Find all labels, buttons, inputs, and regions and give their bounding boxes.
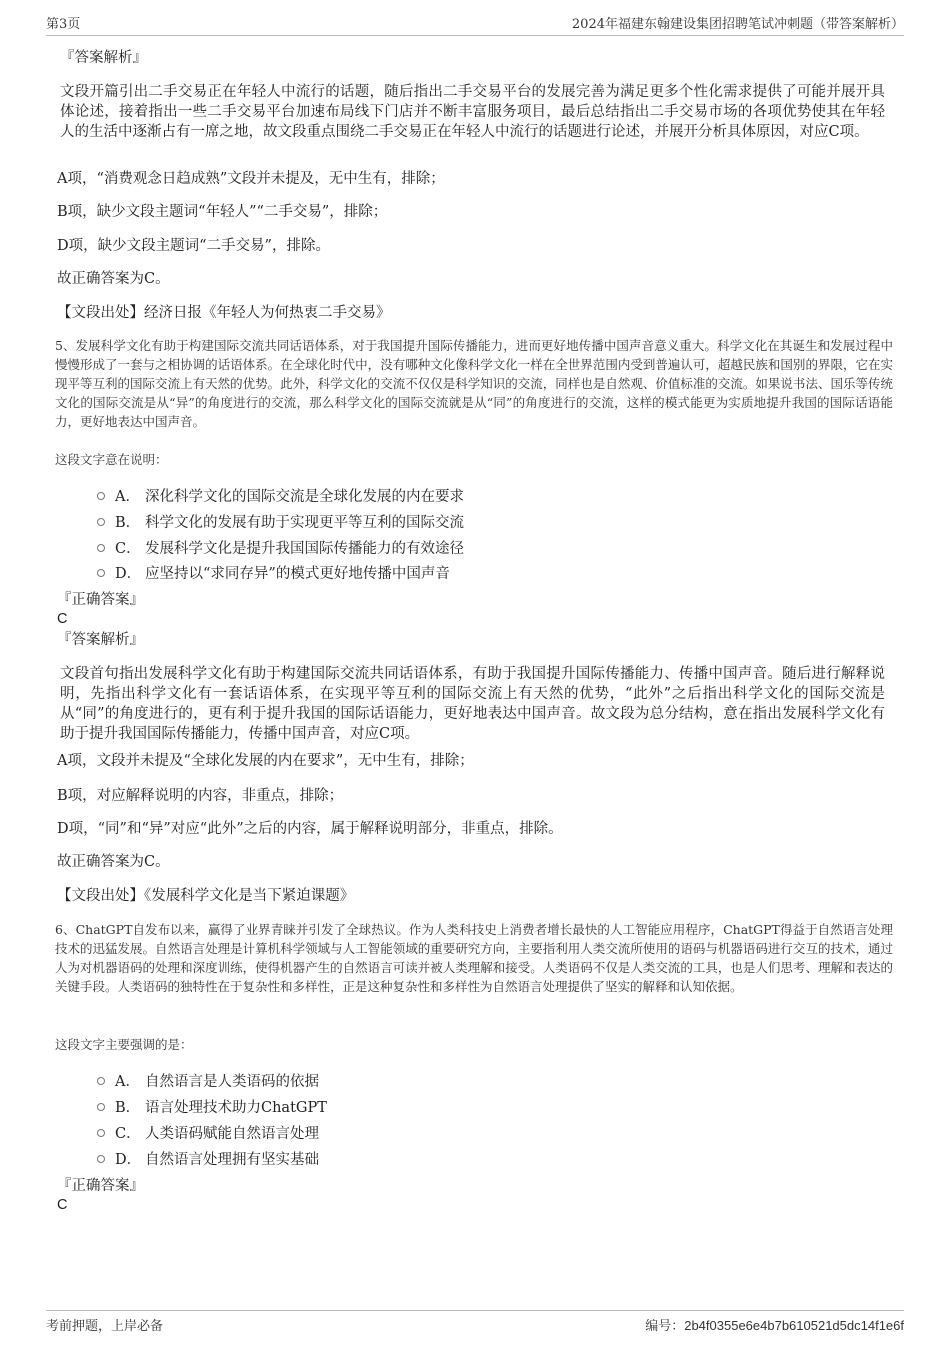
q6-answer-label: 『正确答案』 (57, 1178, 144, 1194)
q4-option-b-note: B项，缺少文段主题词“年轻人”“二手交易”，排除； (57, 204, 388, 220)
q5-option-d-note: D项，“同”和“异”对应“此外”之后的内容，属于解释说明部分，非重点，排除。 (57, 821, 563, 837)
radio-icon[interactable] (97, 1077, 105, 1085)
q4-source: 【文段出处】经济日报《年轻人为何热衷二手交易》 (57, 305, 391, 321)
q6-option-d[interactable] (97, 1148, 319, 1169)
q6-answer: C (57, 1197, 68, 1213)
option-letter: C． (115, 1126, 141, 1142)
option-letter: B． (115, 515, 141, 531)
radio-icon[interactable] (97, 1103, 105, 1111)
option-letter: D． (115, 566, 142, 582)
page-header (46, 12, 904, 36)
option-letter: D． (115, 1152, 142, 1168)
radio-icon[interactable] (97, 569, 105, 577)
radio-icon[interactable] (97, 518, 105, 526)
page-footer (46, 1310, 904, 1335)
page-number: 第3页 (46, 17, 81, 32)
q6-option-a[interactable] (97, 1070, 319, 1091)
q5-analysis-label: 『答案解析』 (57, 632, 144, 648)
q5-option-a[interactable] (97, 485, 464, 506)
q5-answer-label: 『正确答案』 (57, 592, 144, 608)
q4-conclusion: 故正确答案为C。 (57, 271, 170, 287)
q4-option-d-note: D项，缺少文段主题词“二手交易”，排除。 (57, 238, 330, 254)
q5-conclusion: 故正确答案为C。 (57, 854, 170, 870)
q5-passage: 5、发展科学文化有助于构建国际交流共同话语体系，对于我国提升国际传播能力，进而更好地传播中国声音意义重大。科学文化在其诞生和发展过程中慢慢形成了一套与之相协调的话语体系。在全球化时代中，没有哪种文化像科学文化一样在全世界范围内受到普遍认可，超越民族和国别的界限，它在实现平等互利的国际交流上有天然的优势。此外，科学文化的交流不仅仅是科学知识的交流，同样也是自然观、价值标准的交流。如果说书法、国乐等传统文化的国际交流是从“异”的角度进行的交流，那么科学文化的国际交流就是从“同”的角度进行的交流，这样的模式能更为实质地提升我国的国际话语能力，更好地表达中国声音。 (55, 338, 893, 429)
q4-analysis-label: 『答案解析』 (60, 50, 147, 66)
q5-option-b[interactable] (97, 511, 464, 532)
radio-icon[interactable] (97, 1129, 105, 1137)
q5-source: 【文段出处】《发展科学文化是当下紧迫课题》 (57, 888, 355, 904)
option-text: 应坚持以“求同存异”的模式更好地传播中国声音 (145, 566, 450, 582)
option-text: 深化科学文化的国际交流是全球化发展的内在要求 (145, 489, 464, 505)
option-letter: B． (115, 1100, 141, 1116)
q4-analysis: 文段开篇引出二手交易正在年轻人中流行的话题，随后指出二手交易平台的发展完善为满足更多个性化需求提供了可能并展开具体论述，接着指出一些二手交易平台加速布局线下门店并不断丰富服务项目，最后总结指出二手交易市场的各项优势使其在年轻人的生活中逐渐占有一席之地，故文段重点围绕二手交易正在年轻人中流行的话题进行论述，并展开分析具体原因，对应C项。 (60, 84, 885, 140)
option-text: 语言处理技术助力ChatGPT (145, 1100, 327, 1116)
document-code: 编号：2b4f0355e6e4b7b610521d5dc14f1e6f (645, 1318, 904, 1333)
radio-icon[interactable] (97, 492, 105, 500)
radio-icon[interactable] (97, 544, 105, 552)
footer-slogan: 考前押题，上岸必备 (46, 1319, 164, 1334)
radio-icon[interactable] (97, 1155, 105, 1163)
q6-passage: 6、ChatGPT自发布以来，赢得了业界青睐并引发了全球热议。作为人类科技史上消费者增长最快的人工智能应用程序，ChatGPT得益于自然语言处理技术的迅猛发展。自然语言处理是计算机科学领域与人工智能领域的重要研究方向，主要指利用人类交流所使用的语码与机器语码进行交互的技术，通过人为对机器语码的处理和深度训练，使得机器产生的自然语言可读并被人类理解和接受。人类语码不仅是人类交流的工具，也是人们思考、理解和表达的关键手段。人类语码的独特性在于复杂性和多样性，正是这种复杂性和多样性为自然语言处理提供了坚实的解释和认知依据。 (55, 922, 893, 994)
option-text: 科学文化的发展有助于实现更平等互利的国际交流 (145, 515, 464, 531)
q5-prompt: 这段文字意在说明： (55, 452, 168, 467)
option-letter: A． (115, 489, 140, 505)
q5-option-b-note: B项，对应解释说明的内容，非重点，排除； (57, 788, 344, 804)
document-title: 2024年福建东翰建设集团招聘笔试冲刺题（带答案解析） (571, 17, 904, 32)
option-text: 自然语言处理拥有坚实基础 (145, 1152, 319, 1168)
q5-option-d[interactable] (97, 562, 450, 583)
q6-option-b[interactable] (97, 1096, 327, 1117)
q6-prompt: 这段文字主要强调的是： (55, 1037, 193, 1052)
q4-option-a-note: A项，“消费观念日趋成熟”文段并未提及，无中生有，排除； (57, 171, 445, 187)
option-letter: A． (115, 1074, 140, 1090)
q5-answer: C (57, 611, 68, 627)
q6-option-c[interactable] (97, 1122, 319, 1143)
q5-analysis: 文段首句指出发展科学文化有助于构建国际交流共同话语体系，有助于我国提升国际传播能力、传播中国声音。随后进行解释说明，先指出科学文化有一套话语体系，在实现平等互利的国际交流上有天然的优势，“此外”之后指出科学文化的国际交流是从“同”的角度进行的，更有利于提升我国的国际话语能力，更好地表达中国声音。故文段为总分结构，意在指出发展科学文化有助于提升我国国际传播能力，传播中国声音，对应C项。 (60, 666, 885, 742)
option-text: 自然语言是人类语码的依据 (145, 1074, 319, 1090)
option-text: 人类语码赋能自然语言处理 (145, 1126, 319, 1142)
option-letter: C． (115, 541, 141, 557)
q5-option-c[interactable] (97, 537, 464, 558)
q5-option-a-note: A项，文段并未提及“全球化发展的内在要求”，无中生有，排除； (57, 753, 474, 769)
option-text: 发展科学文化是提升我国国际传播能力的有效途径 (145, 541, 464, 557)
